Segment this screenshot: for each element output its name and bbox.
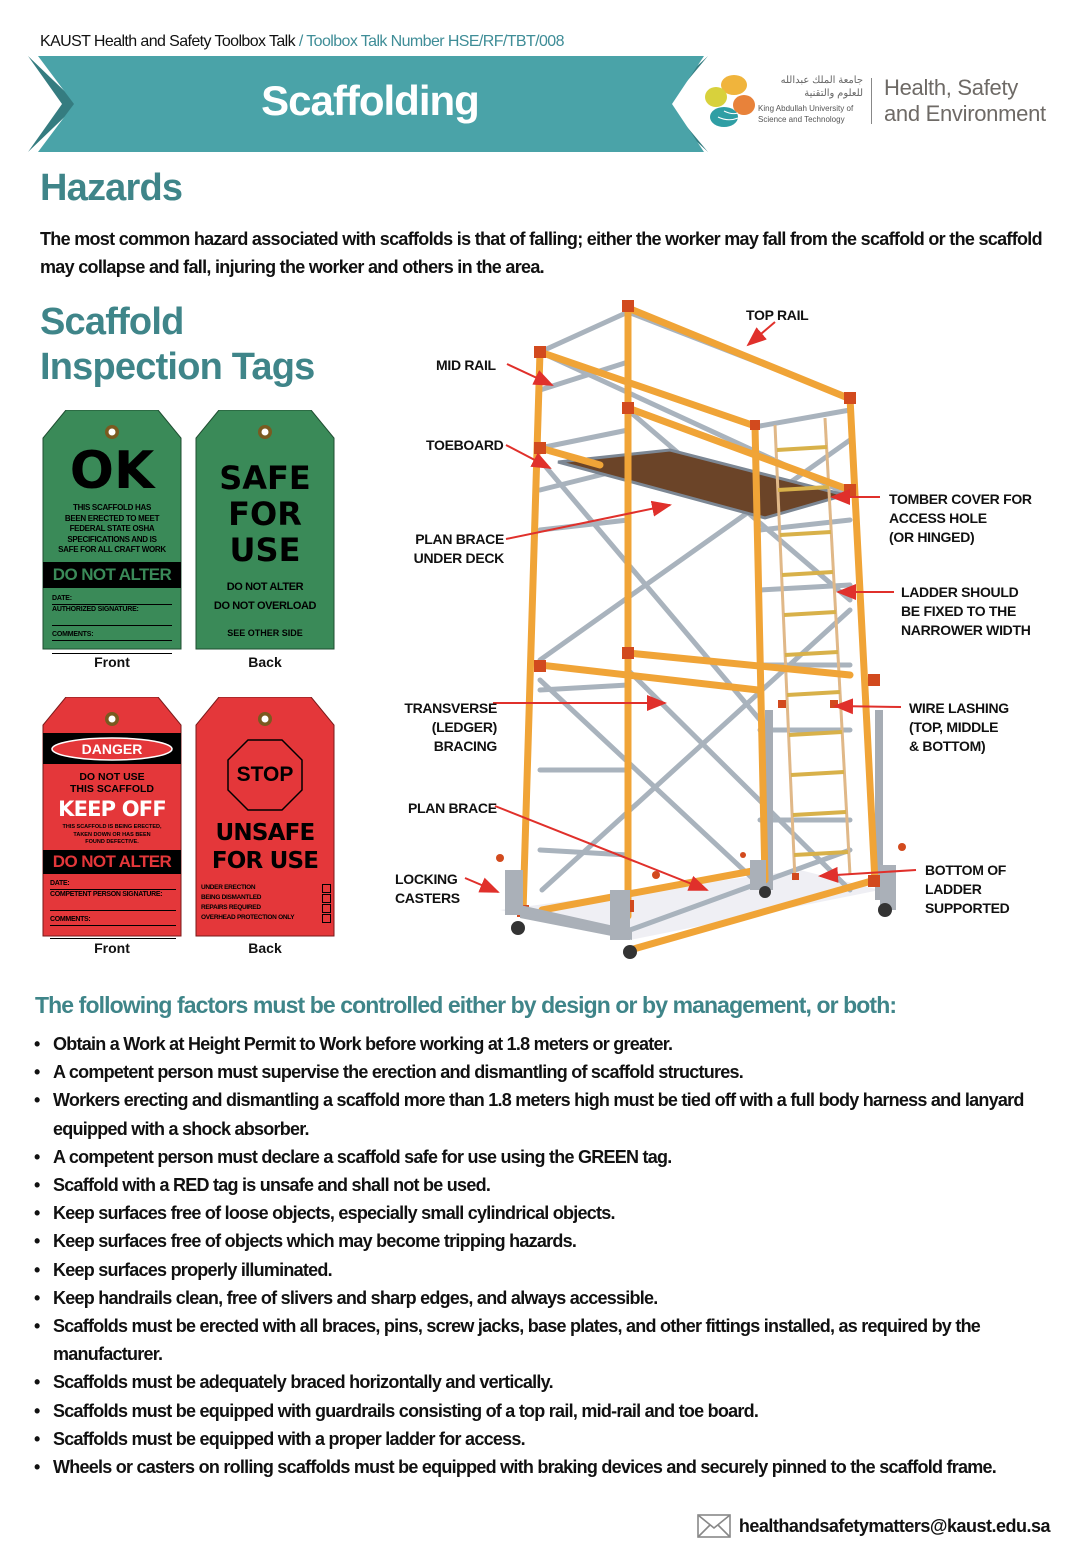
envelope-icon — [697, 1514, 731, 1538]
tag-line: BEEN ERECTED TO MEET — [64, 513, 160, 523]
danger-label: DANGER — [81, 741, 143, 757]
logo-arabic-line1: جامعة الملك عبدالله — [780, 75, 863, 86]
check-item: BEING DISMANTLED — [201, 893, 331, 903]
tag-caption: Back — [248, 940, 282, 956]
for-use-text: FOR USE — [211, 848, 319, 874]
list-item: • Workers erecting and dismantling a scaffold more than 1.8 meters high must be tied off with a full body harness and lanyard equipped with a shock absorber. — [33, 1086, 1073, 1142]
green-tag-back — [195, 410, 335, 670]
comments-field: COMMENTS: — [52, 630, 172, 641]
kaust-emblem-icon — [702, 73, 758, 129]
keep-off-text: KEEP OFF — [58, 797, 166, 821]
logo-divider — [871, 78, 872, 124]
tag-line: THIS SCAFFOLD — [70, 783, 154, 795]
date-field: DATE: — [50, 879, 176, 890]
date-field: DATE: — [52, 594, 172, 605]
hazards-text: The most common hazard associated with scaffolds is that of falling; either the worker may fall from the scaffold or the scaffold may collapse and fall, injuring the worker and others in the area. — [40, 229, 1042, 277]
kaust-logo — [700, 70, 1085, 132]
list-item: • A competent person must supervise the erection and dismantling of scaffold structures. — [33, 1058, 1073, 1086]
hazards-heading: Hazards — [40, 167, 183, 209]
check-item: REPAIRS REQUIRED — [201, 903, 331, 913]
tag-line: SPECIFICATIONS AND IS — [67, 534, 157, 544]
stop-text: STOP — [236, 763, 294, 786]
tag-line: SAFE FOR ALL CRAFT WORK — [58, 545, 166, 554]
talk-number: / Toolbox Talk Number HSE/RF/TBT/008 — [298, 33, 564, 50]
list-item: • Keep handrails clean, free of slivers and sharp edges, and always accessible. — [33, 1284, 1073, 1312]
green-tag-front — [42, 410, 182, 670]
hse-wordmark — [884, 75, 1046, 127]
list-item: • Wheels or casters on rolling scaffolds must be equipped with braking devices and securely pinned to the scaffold frame. — [33, 1453, 1073, 1481]
tag-caption: Front — [94, 940, 130, 956]
checkbox[interactable] — [322, 884, 331, 893]
for-text: FOR — [228, 495, 302, 533]
logo-english-line1: King Abdullah University of — [758, 104, 854, 113]
series-title: KAUST Health and Safety Toolbox Talk — [40, 33, 296, 50]
hse-line1: Health, Safety — [884, 75, 1018, 100]
red-tag-back — [195, 697, 335, 962]
signature-field: COMPETENT PERSON SIGNATURE: — [50, 891, 163, 898]
label-ladder-fixed: LADDER SHOULD BE FIXED TO THE NARROWER WIDTH — [901, 584, 1031, 638]
list-item: • Scaffolds must be erected with all braces, pins, screw jacks, base plates, and other fittings installed, as required by the manufacturer. — [33, 1312, 1073, 1368]
logo-english-line2: Science and Technology — [758, 115, 845, 124]
tag-caption: Front — [94, 654, 130, 670]
list-item: • A competent person must declare a scaffold safe for use using the GREEN tag. — [33, 1143, 1073, 1171]
page-title: Scaffolding — [261, 77, 479, 124]
signature-field: AUTHORIZED SIGNATURE: — [52, 606, 139, 613]
label-mid-rail: MID RAIL — [436, 357, 496, 373]
footer-contact — [697, 1514, 1050, 1538]
label-bottom-of-ladder: BOTTOM OF LADDER SUPPORTED — [925, 862, 1010, 916]
logo-arabic-line2: للعلوم والتقنية — [804, 88, 863, 99]
tag-line: FOUND DEFECTIVE. — [85, 839, 139, 845]
check-item: OVERHEAD PROTECTION ONLY — [201, 913, 331, 923]
list-item: • Obtain a Work at Height Permit to Work before working at 1.8 meters or greater. — [33, 1030, 1073, 1058]
list-item: • Scaffold with a RED tag is unsafe and shall not be used. — [33, 1171, 1073, 1199]
label-locking-casters: LOCKING CASTERS — [395, 871, 460, 906]
use-text: USE — [229, 531, 301, 569]
do-not-alter-banner: DO NOT ALTER — [43, 562, 181, 588]
label-top-rail: TOP RAIL — [746, 307, 809, 323]
hse-line2: and Environment — [884, 101, 1046, 126]
factors-heading: The following factors must be controlled either by design or by management, or both: — [35, 992, 897, 1018]
tag-line: FEDERAL STATE OSHA — [69, 524, 155, 533]
logo-english — [758, 103, 868, 125]
factors-list — [33, 1030, 1073, 1481]
checkbox[interactable] — [322, 894, 331, 903]
logo-arabic — [758, 74, 863, 100]
unsafe-text: UNSAFE — [215, 820, 315, 846]
header-line — [40, 33, 705, 51]
tag-line: DO NOT USE — [79, 771, 145, 783]
label-plan-brace-under-deck: PLAN BRACE UNDER DECK — [413, 531, 504, 566]
comments-field: COMMENTS: — [50, 915, 176, 926]
tags-heading-line1: Scaffold — [40, 301, 184, 343]
label-tomber-cover: TOMBER COVER FOR ACCESS HOLE (OR HINGED) — [889, 491, 1032, 545]
list-item: • Keep surfaces free of loose objects, especially small cylindrical objects. — [33, 1199, 1073, 1227]
check-item: UNDER ERECTION — [201, 883, 331, 893]
list-item: • Keep surfaces free of objects which may become tripping hazards. — [33, 1227, 1073, 1255]
tag-line: DO NOT OVERLOAD — [213, 600, 317, 612]
tag-line: TAKEN DOWN OR HAS BEEN — [73, 831, 151, 838]
label-wire-lashing: WIRE LASHING (TOP, MIDDLE & BOTTOM) — [909, 700, 1009, 754]
tag-line: THIS SCAFFOLD HAS — [72, 503, 151, 512]
red-tag-front — [42, 697, 182, 962]
see-other-side: SEE OTHER SIDE — [227, 628, 303, 638]
inspection-tags-heading — [40, 300, 370, 390]
list-item: • Scaffolds must be equipped with guardrails consisting of a top rail, mid-rail and toe board. — [33, 1397, 1073, 1425]
label-plan-brace: PLAN BRACE — [408, 800, 497, 816]
safe-text: SAFE — [219, 459, 311, 497]
tag-caption: Back — [248, 654, 282, 670]
contact-email-link[interactable]: healthandsafetymatters@kaust.edu.sa — [738, 1515, 1050, 1536]
ok-text: OK — [69, 441, 155, 501]
scaffold-diagram — [380, 290, 1080, 980]
do-not-alter-banner: DO NOT ALTER — [43, 850, 181, 874]
list-item: • Keep surfaces properly illuminated. — [33, 1256, 1073, 1284]
tag-line: THIS SCAFFOLD IS BEING ERECTED, — [62, 824, 162, 830]
label-toeboard: TOEBOARD — [426, 437, 504, 453]
tag-line: DO NOT ALTER — [226, 581, 304, 593]
list-item: • Scaffolds must be adequately braced horizontally and vertically. — [33, 1368, 1073, 1396]
list-item: • Scaffolds must be equipped with a proper ladder for access. — [33, 1425, 1073, 1453]
tags-heading-line2: Inspection Tags — [40, 346, 315, 388]
checkbox[interactable] — [322, 914, 331, 923]
checkbox[interactable] — [322, 904, 331, 913]
label-transverse-bracing: TRANSVERSE (LEDGER) BRACING — [404, 700, 497, 754]
